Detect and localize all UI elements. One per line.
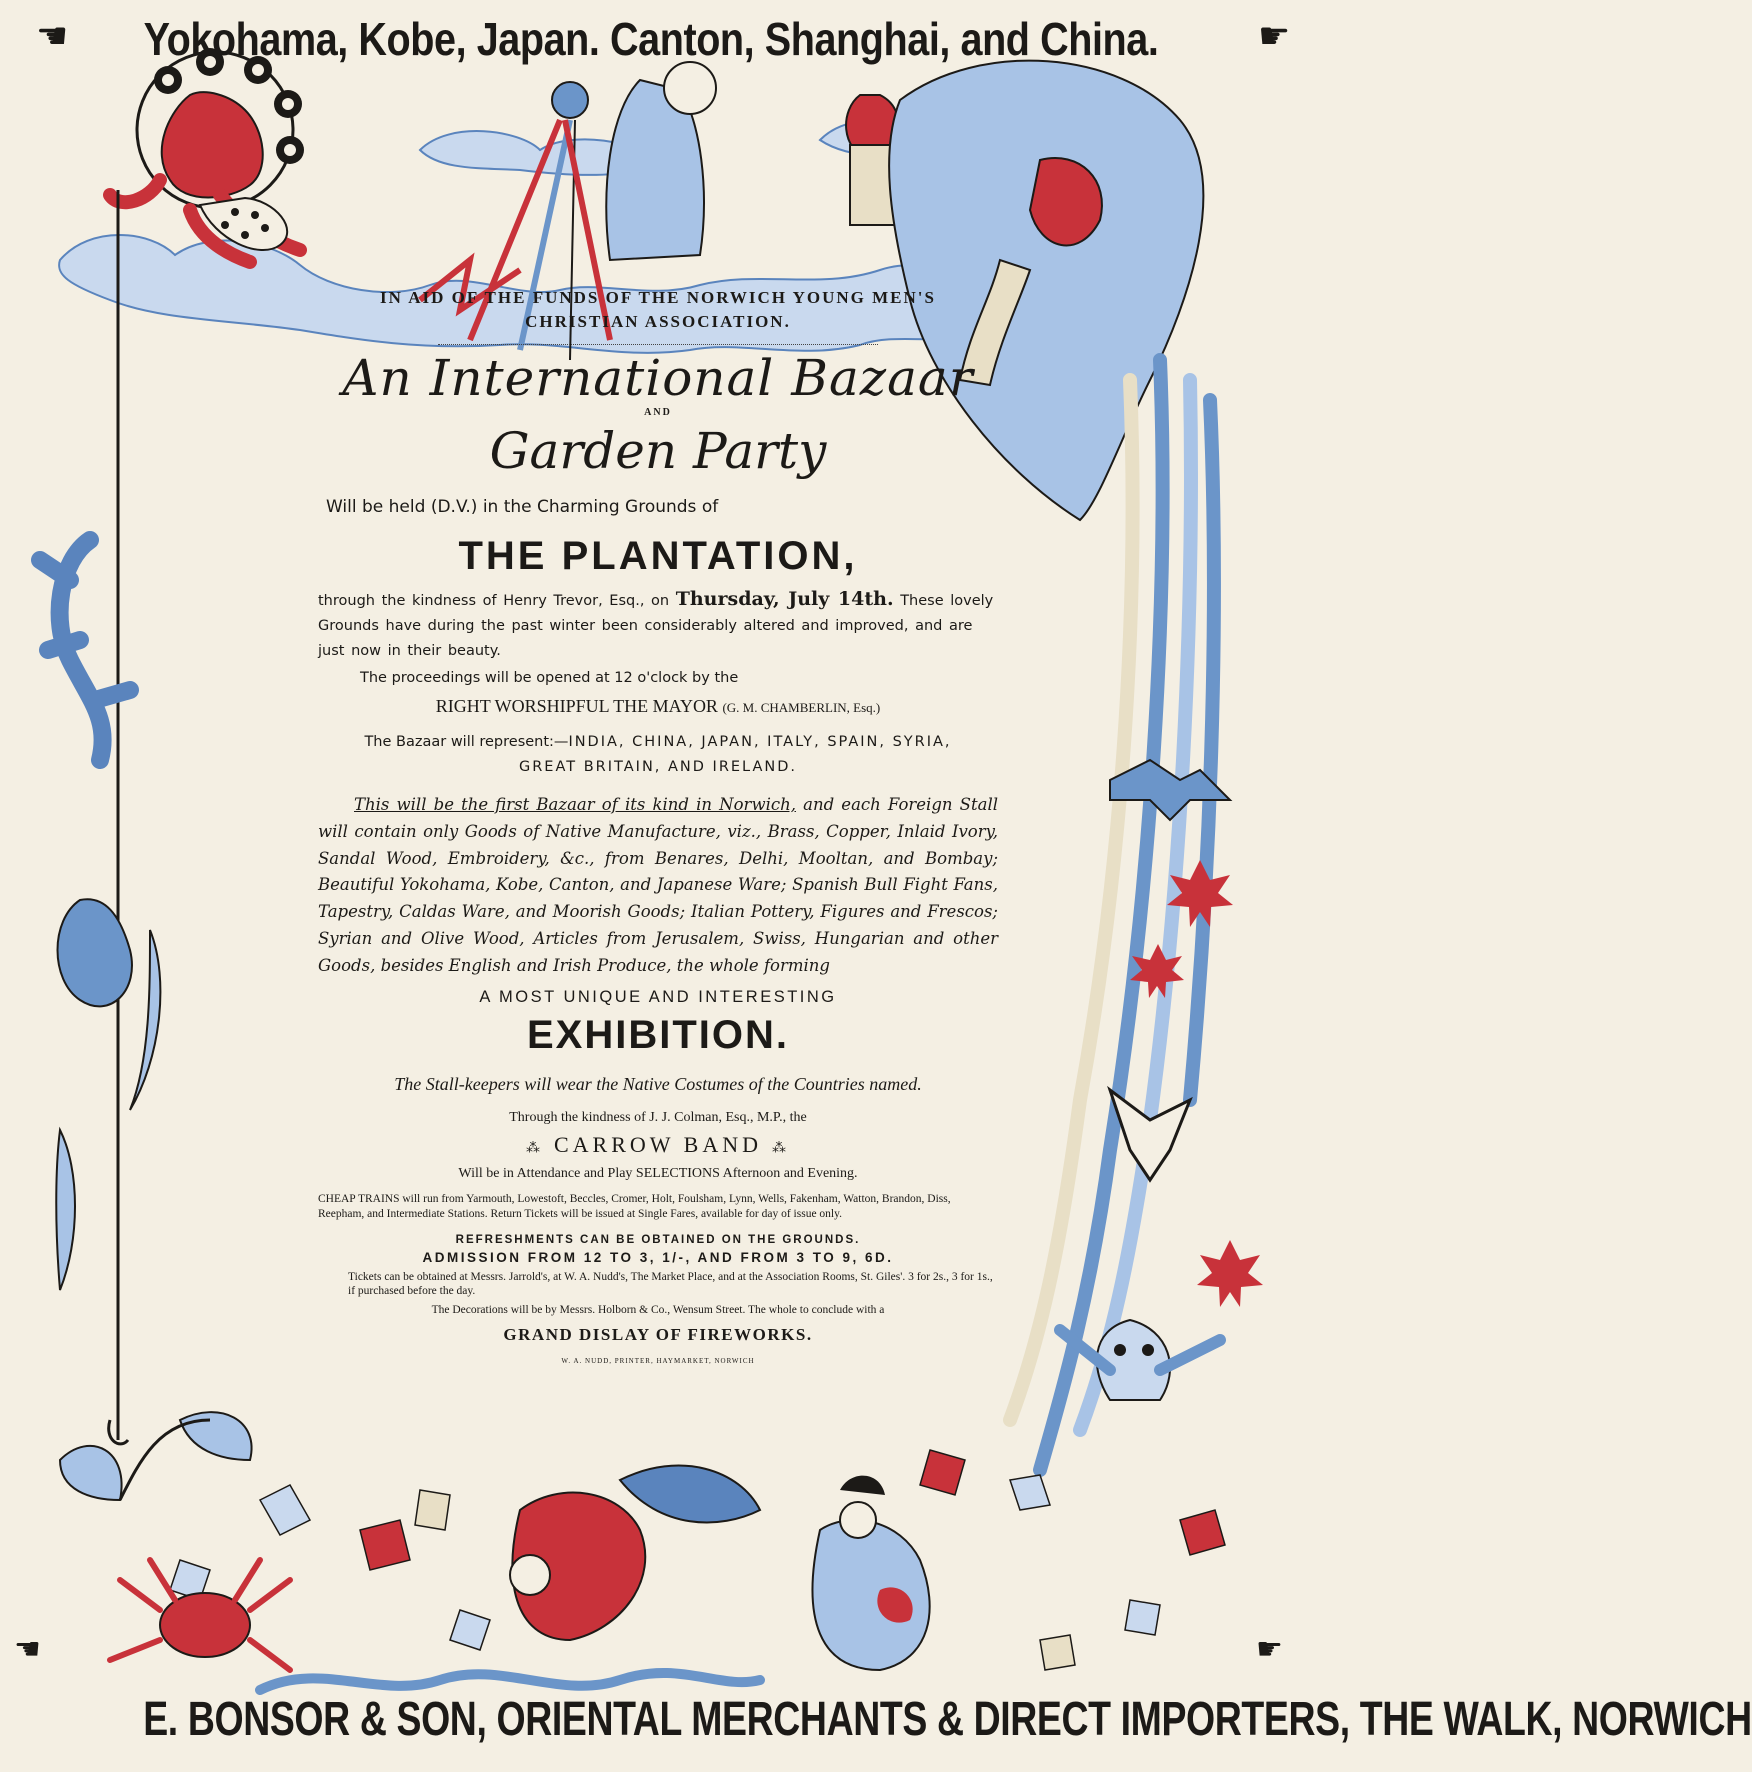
in-aid-line-1: IN AID OF THE FUNDS OF THE NORWICH YOUNG MEN'S — [380, 288, 936, 307]
represent-paragraph — [318, 730, 998, 780]
kindness-text: through the kindness of Henry Trevor, Esq., on — [318, 593, 676, 609]
bottom-banner: E. BONSOR & SON, ORIENTAL MERCHANTS & DIRECT IMPORTERS, THE WALK, NORWICH — [143, 1693, 1752, 1746]
kimono-figure — [510, 1466, 930, 1670]
attendance-line: Will be in Attendance and Play SELECTIONS Afternoon and Evening. — [458, 1165, 858, 1181]
in-aid-line-2: CHRISTIAN ASSOCIATION. — [525, 312, 791, 331]
grounds-text: These lovely Grounds have during the past winter been considerably altered and improved, and are just now in their beauty. — [318, 593, 994, 659]
pointing-hand-icon: ☛ — [1256, 1632, 1283, 1667]
band-line — [318, 1130, 998, 1164]
mayor-name: (G. M. CHAMBERLIN, Esq.) — [722, 700, 881, 715]
refreshments-line: REFRESHMENTS CAN BE OBTAINED ON THE GROUNDS. — [455, 1233, 861, 1246]
represent-countries-1: INDIA, CHINA, JAPAN, ITALY, SPAIN, SYRIA, — [568, 734, 952, 750]
trains-paragraph: CHEAP TRAINS will run from Yarmouth, Lowestoft, Beccles, Cromer, Holt, Foulsham, Lynn, Wells, Fakenham, Watton, Brandon, Diss, Reepham, and Intermediate Stations. Return Tickets will be issued at Single Fares, available for day of issue only. — [318, 1192, 951, 1220]
unique-line: A MOST UNIQUE AND INTERESTING — [479, 987, 837, 1006]
pointing-hand-icon: ☚ — [36, 16, 69, 57]
frog — [58, 899, 132, 1006]
goods-rest: and each Foreign Stall will contain only Goods of Native Manufacture, viz., Brass, Copper, Inlaid Ivory, Sandal Wood, Embroidery, &c., from Benares, Delhi, Mooltan, and Bombay; Beautiful Yokohama, Kobe, Canton, and Japanese Ware; Spanish Bull Fight Fans, Tapestry, Caldas Ware, and Moorish Goods; Italian Pottery, Figures and Frescos; Syrian and Olive Wood, Articles from Jerusalem, Swiss, Hungarian and other Goods, besides English and Irish Produce, the whole forming — [318, 795, 998, 975]
title-bazaar: An International Bazaar — [342, 349, 974, 407]
band-name: CARROW BAND — [553, 1131, 762, 1157]
printer-imprint: W. A. NUDD, PRINTER, HAYMARKET, NORWICH — [561, 1356, 755, 1365]
ornament-icon: ⁂ — [525, 1140, 544, 1156]
title-and: AND — [644, 407, 672, 418]
event-date: Thursday, July 14th. — [675, 588, 894, 610]
demon-with-drum-ring — [110, 48, 304, 262]
pointing-hand-icon: ☚ — [14, 1632, 41, 1667]
pointing-hand-icon: ☛ — [1258, 16, 1291, 57]
top-banner: Yokohama, Kobe, Japan. Canton, Shanghai, and China. — [143, 13, 1159, 65]
held-line: Will be held (D.V.) in the Charming Grounds of — [326, 497, 719, 517]
through-kindness-line: Through the kindness of J. J. Colman, Esq., M.P., the — [509, 1109, 807, 1125]
decorations-line: The Decorations will be by Messrs. Holborn & Co., Wensum Street. The whole to conclude with a — [431, 1303, 885, 1316]
dotted-rule — [438, 344, 878, 345]
streamers — [1010, 360, 1214, 1470]
opened-line: The proceedings will be opened at 12 o'clock by the — [360, 670, 739, 686]
title-garden-party: Garden Party — [489, 422, 827, 480]
mayor-text: RIGHT WORSHIPFUL THE MAYOR — [435, 696, 723, 716]
fireworks-line: GRAND DISLAY OF FIREWORKS. — [503, 1324, 813, 1344]
venue-title: THE PLANTATION, — [458, 534, 858, 578]
water-plant — [56, 930, 251, 1500]
stall-keepers-line: The Stall-keepers will wear the Native Costumes of the Countries named. — [394, 1073, 922, 1094]
ribbon — [260, 1673, 760, 1690]
represent-countries-2: GREAT BRITAIN, AND IRELAND. — [518, 759, 798, 775]
poster-body — [318, 286, 998, 1368]
represent-text: The Bazaar will represent:— — [364, 734, 569, 750]
ornament-icon: ⁂ — [772, 1140, 790, 1156]
admission-line: ADMISSION FROM 12 TO 3, 1/-, AND FROM 3 TO 9, 6D. — [422, 1249, 894, 1265]
exhibition-title: EXHIBITION. — [526, 1012, 790, 1057]
tickets-paragraph: Tickets can be obtained at Messrs. Jarrold's, at W. A. Nudd's, The Market Place, and at the Association Rooms, St. Giles'. 3 for 2s., 3 for 1s., if purchased before the day. — [348, 1270, 993, 1297]
kindness-paragraph — [318, 587, 998, 664]
goods-first-line: This will be the first Bazaar of its kind in Norwich, — [354, 795, 796, 814]
goods-paragraph — [318, 792, 998, 980]
mayor-line — [318, 692, 998, 722]
